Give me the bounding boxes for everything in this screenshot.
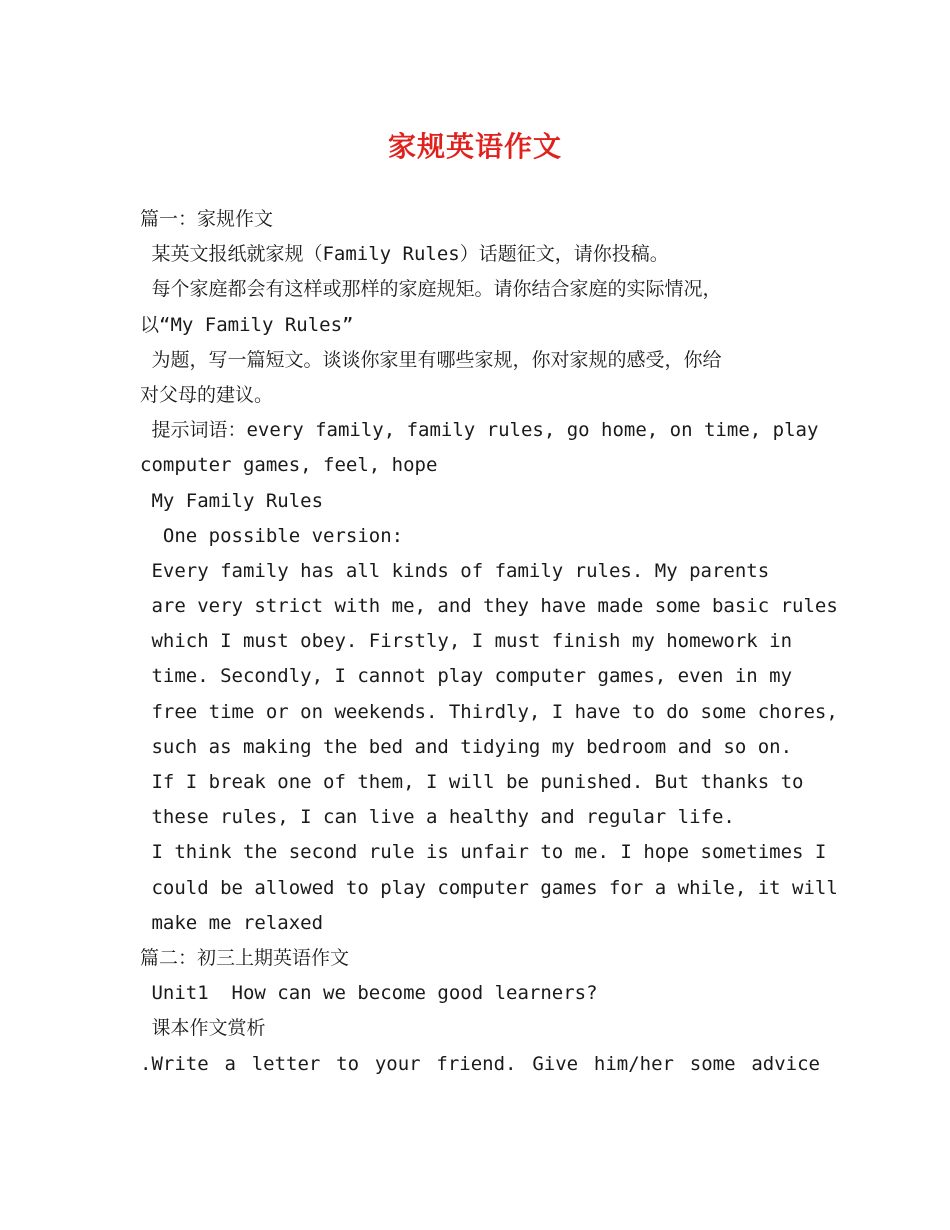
text-line: My Family Rules xyxy=(140,489,324,512)
text-line: 每个家庭都会有这样或那样的家庭规矩。请你结合家庭的实际情况， xyxy=(140,278,722,301)
text-line: such as making the bed and tidying my bedroom and so on. xyxy=(140,735,793,758)
text-line: free time or on weekends. Thirdly, I have to do some chores, xyxy=(140,700,838,723)
text-line: 课本作文赏析 xyxy=(140,1017,266,1040)
text-line: One possible version: xyxy=(140,524,404,547)
text-line: time. Secondly, I cannot play computer games, even in my xyxy=(140,665,793,688)
text-line: 篇二：初三上期英语作文 xyxy=(140,946,350,969)
text-line: are very strict with me, and they have made some basic rules xyxy=(140,595,838,618)
text-line: Unit1 How can we become good learners? xyxy=(140,982,598,1005)
text-line: 对父母的建议。 xyxy=(140,383,274,406)
text-line: 为题，写一篇短文。谈谈你家里有哪些家规，你对家规的感受，你给 xyxy=(140,348,722,371)
text-line: 某英文报纸就家规（Family Rules）话题征文，请你投稿。 xyxy=(140,243,669,266)
text-line: 提示词语：every family, family rules, go home, on time, play xyxy=(140,419,819,442)
text-line: could be allowed to play computer games for a while, it will xyxy=(140,876,838,899)
text-line: .Write a letter to your friend. Give him/her some advice xyxy=(140,1052,820,1075)
document-title: 家规英语作文 xyxy=(387,130,562,163)
text-line: 篇一：家规作文 xyxy=(140,208,274,230)
text-line: I think the second rule is unfair to me. I hope sometimes I xyxy=(140,841,827,864)
text-line: which I must obey. Firstly, I must finish my homework in xyxy=(140,630,793,653)
text-line: these rules, I can live a healthy and regular life. xyxy=(140,806,735,829)
text-line: computer games, feel, hope xyxy=(140,454,438,477)
text-line: If I break one of them, I will be punished. But thanks to xyxy=(140,771,804,793)
document-body xyxy=(140,202,838,1082)
text-line: 以“My Family Rules” xyxy=(140,313,354,336)
text-line: make me relaxed xyxy=(140,911,324,934)
text-line: Every family has all kinds of family rules. My parents xyxy=(140,559,770,582)
